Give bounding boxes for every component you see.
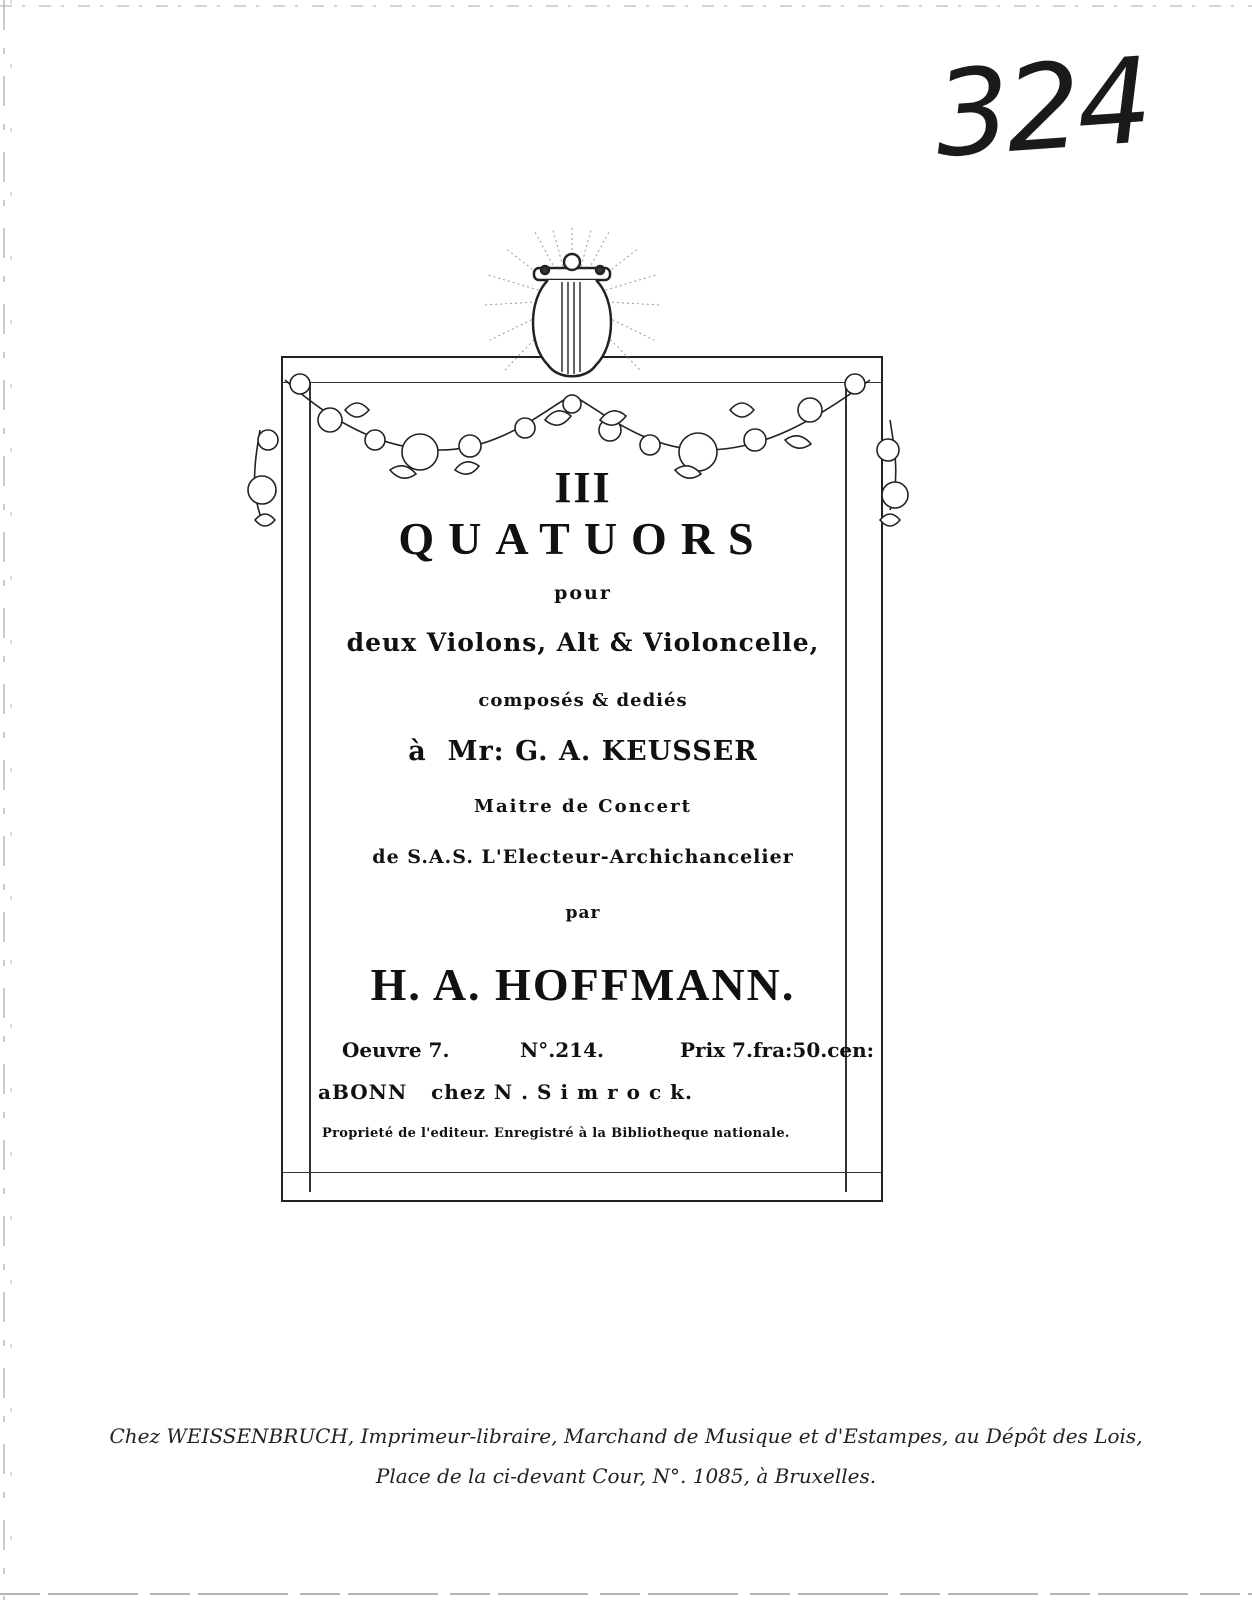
publication-opus: Oeuvre 7. bbox=[342, 1038, 450, 1062]
title-par: par bbox=[565, 903, 601, 923]
page-bottom-rule bbox=[0, 1588, 1252, 1600]
publication-publisher-line bbox=[318, 1080, 788, 1104]
title-frame-bottom-rule bbox=[283, 1172, 881, 1173]
title-composed-dedicated: composés & dediés bbox=[478, 690, 688, 711]
title-dedicatee-patron: de S.A.S. L'Electeur-Archichancelier bbox=[372, 846, 794, 868]
title-main: QUATUORS bbox=[398, 513, 768, 564]
handwritten-catalog-number: 324 bbox=[930, 31, 1153, 184]
imprint-line-2: Place de la ci-devant Cour, N°. 1085, à Bruxelles. bbox=[375, 1464, 877, 1488]
publisher-prefix: a bbox=[318, 1080, 332, 1104]
imprint-line-1: Chez WEISSENBRUCH, Imprimeur-libraire, Marchand de Musique et d'Estampes, au Dépôt des Lois, bbox=[109, 1424, 1143, 1448]
dedicatee-title: Mr: bbox=[447, 736, 505, 767]
title-roman-numeral: III bbox=[554, 463, 612, 512]
title-pour: pour bbox=[554, 582, 612, 604]
title-instrumentation: deux Violons, Alt & Violoncelle, bbox=[346, 628, 820, 657]
title-dedicatee bbox=[283, 736, 883, 767]
dedicatee-name: G. A. KEUSSER bbox=[515, 736, 758, 767]
title-dedicatee-role: Maitre de Concert bbox=[474, 796, 692, 817]
publication-plate-number: N°.214. bbox=[520, 1038, 604, 1062]
dedicatee-prefix: à bbox=[408, 736, 427, 767]
publisher-city: BONN bbox=[331, 1080, 408, 1104]
title-author: H. A. HOFFMANN. bbox=[370, 959, 796, 1010]
publisher-name: chez N . S i m r o c k. bbox=[431, 1080, 693, 1104]
publication-price: Prix 7.fra:50.cen: bbox=[680, 1038, 875, 1062]
publication-rights: Proprieté de l'editeur. Enregistré à la Bibliotheque nationale. bbox=[322, 1126, 790, 1141]
lyre-icon bbox=[533, 254, 611, 376]
